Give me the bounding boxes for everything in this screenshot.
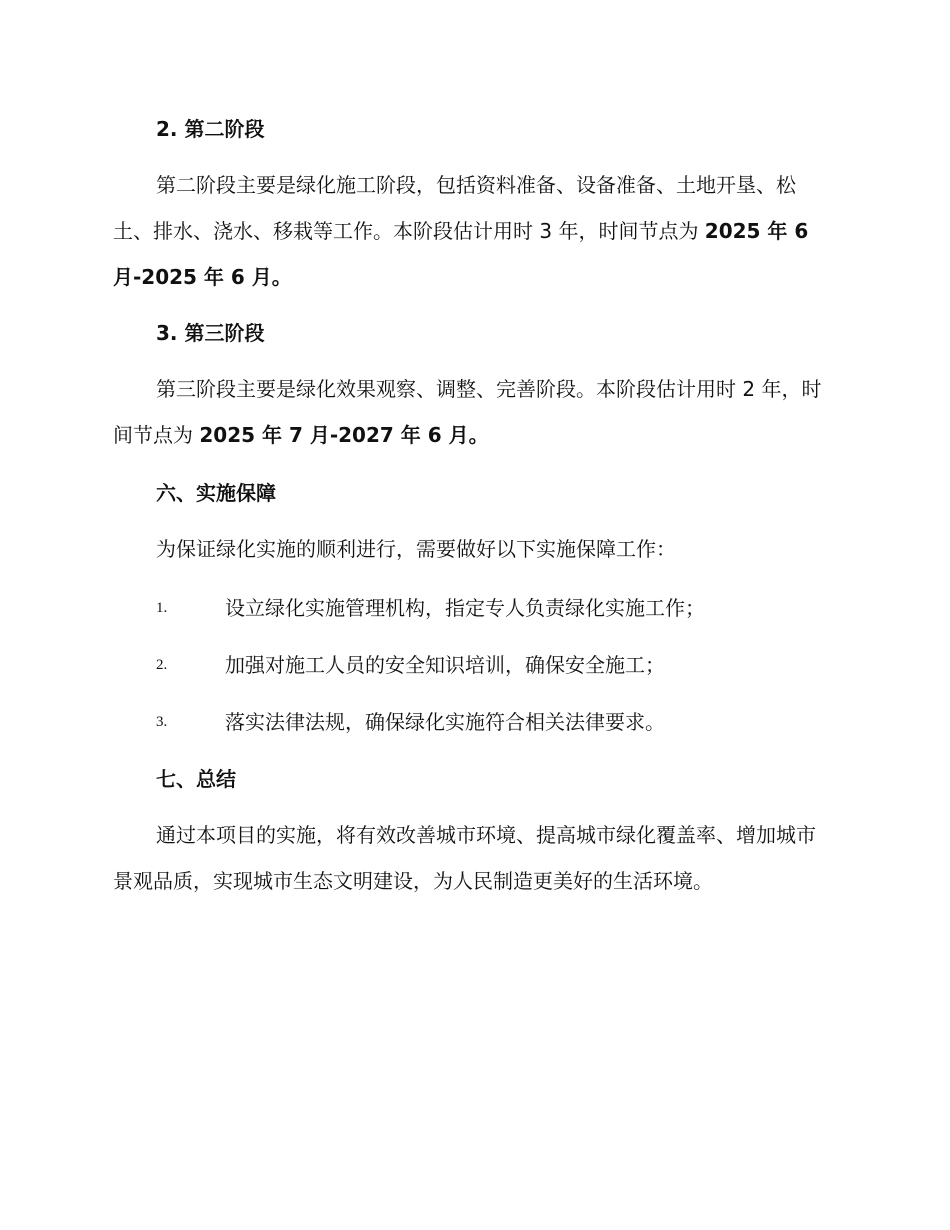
paragraph-stage-2-text: 第二阶段主要是绿化施工阶段，包括资料准备、设备准备、土地开垦、松土、排水、浇水、移栽等工作。本阶段估计用时 3 年，时间节点为 <box>113 173 796 243</box>
section-heading-stage-2: 2. 第二阶段 <box>156 117 265 141</box>
list-item-text: 设立绿化实施管理机构，指定专人负责绿化实施工作； <box>225 596 705 620</box>
paragraph-summary: 通过本项目的实施，将有效改善城市环境、提高城市绿化覆盖率、增加城市景观品质，实现城市生态文明建设，为人民制造更美好的生活环境。 <box>113 823 816 893</box>
list-item-text: 加强对施工人员的安全知识培训，确保安全施工； <box>225 653 665 677</box>
section-heading-summary: 七、总结 <box>156 767 236 791</box>
paragraph-stage-2 <box>113 162 835 300</box>
paragraph-stage-3-text: 第三阶段主要是绿化效果观察、调整、完善阶段。本阶段估计用时 2 年，时间节点为 <box>113 377 822 447</box>
list-item-number: 3. <box>156 714 168 730</box>
section-heading-stage-3: 3. 第三阶段 <box>156 321 265 345</box>
paragraph-guarantee-intro: 为保证绿化实施的顺利进行，需要做好以下实施保障工作： <box>156 537 676 561</box>
list-item-number: 2. <box>156 657 168 673</box>
paragraph-stage-3 <box>113 366 835 458</box>
paragraph-stage-3-dates: 2025 年 7 月-2027 年 6 月。 <box>199 423 489 447</box>
list-item-text: 落实法律法规，确保绿化实施符合相关法律要求。 <box>225 710 665 734</box>
section-heading-guarantee: 六、实施保障 <box>156 481 276 505</box>
paragraph-stage-2-dates: 2025 年 6 月-2025 年 6 月。 <box>113 219 809 289</box>
list-item-number: 1. <box>156 600 168 616</box>
